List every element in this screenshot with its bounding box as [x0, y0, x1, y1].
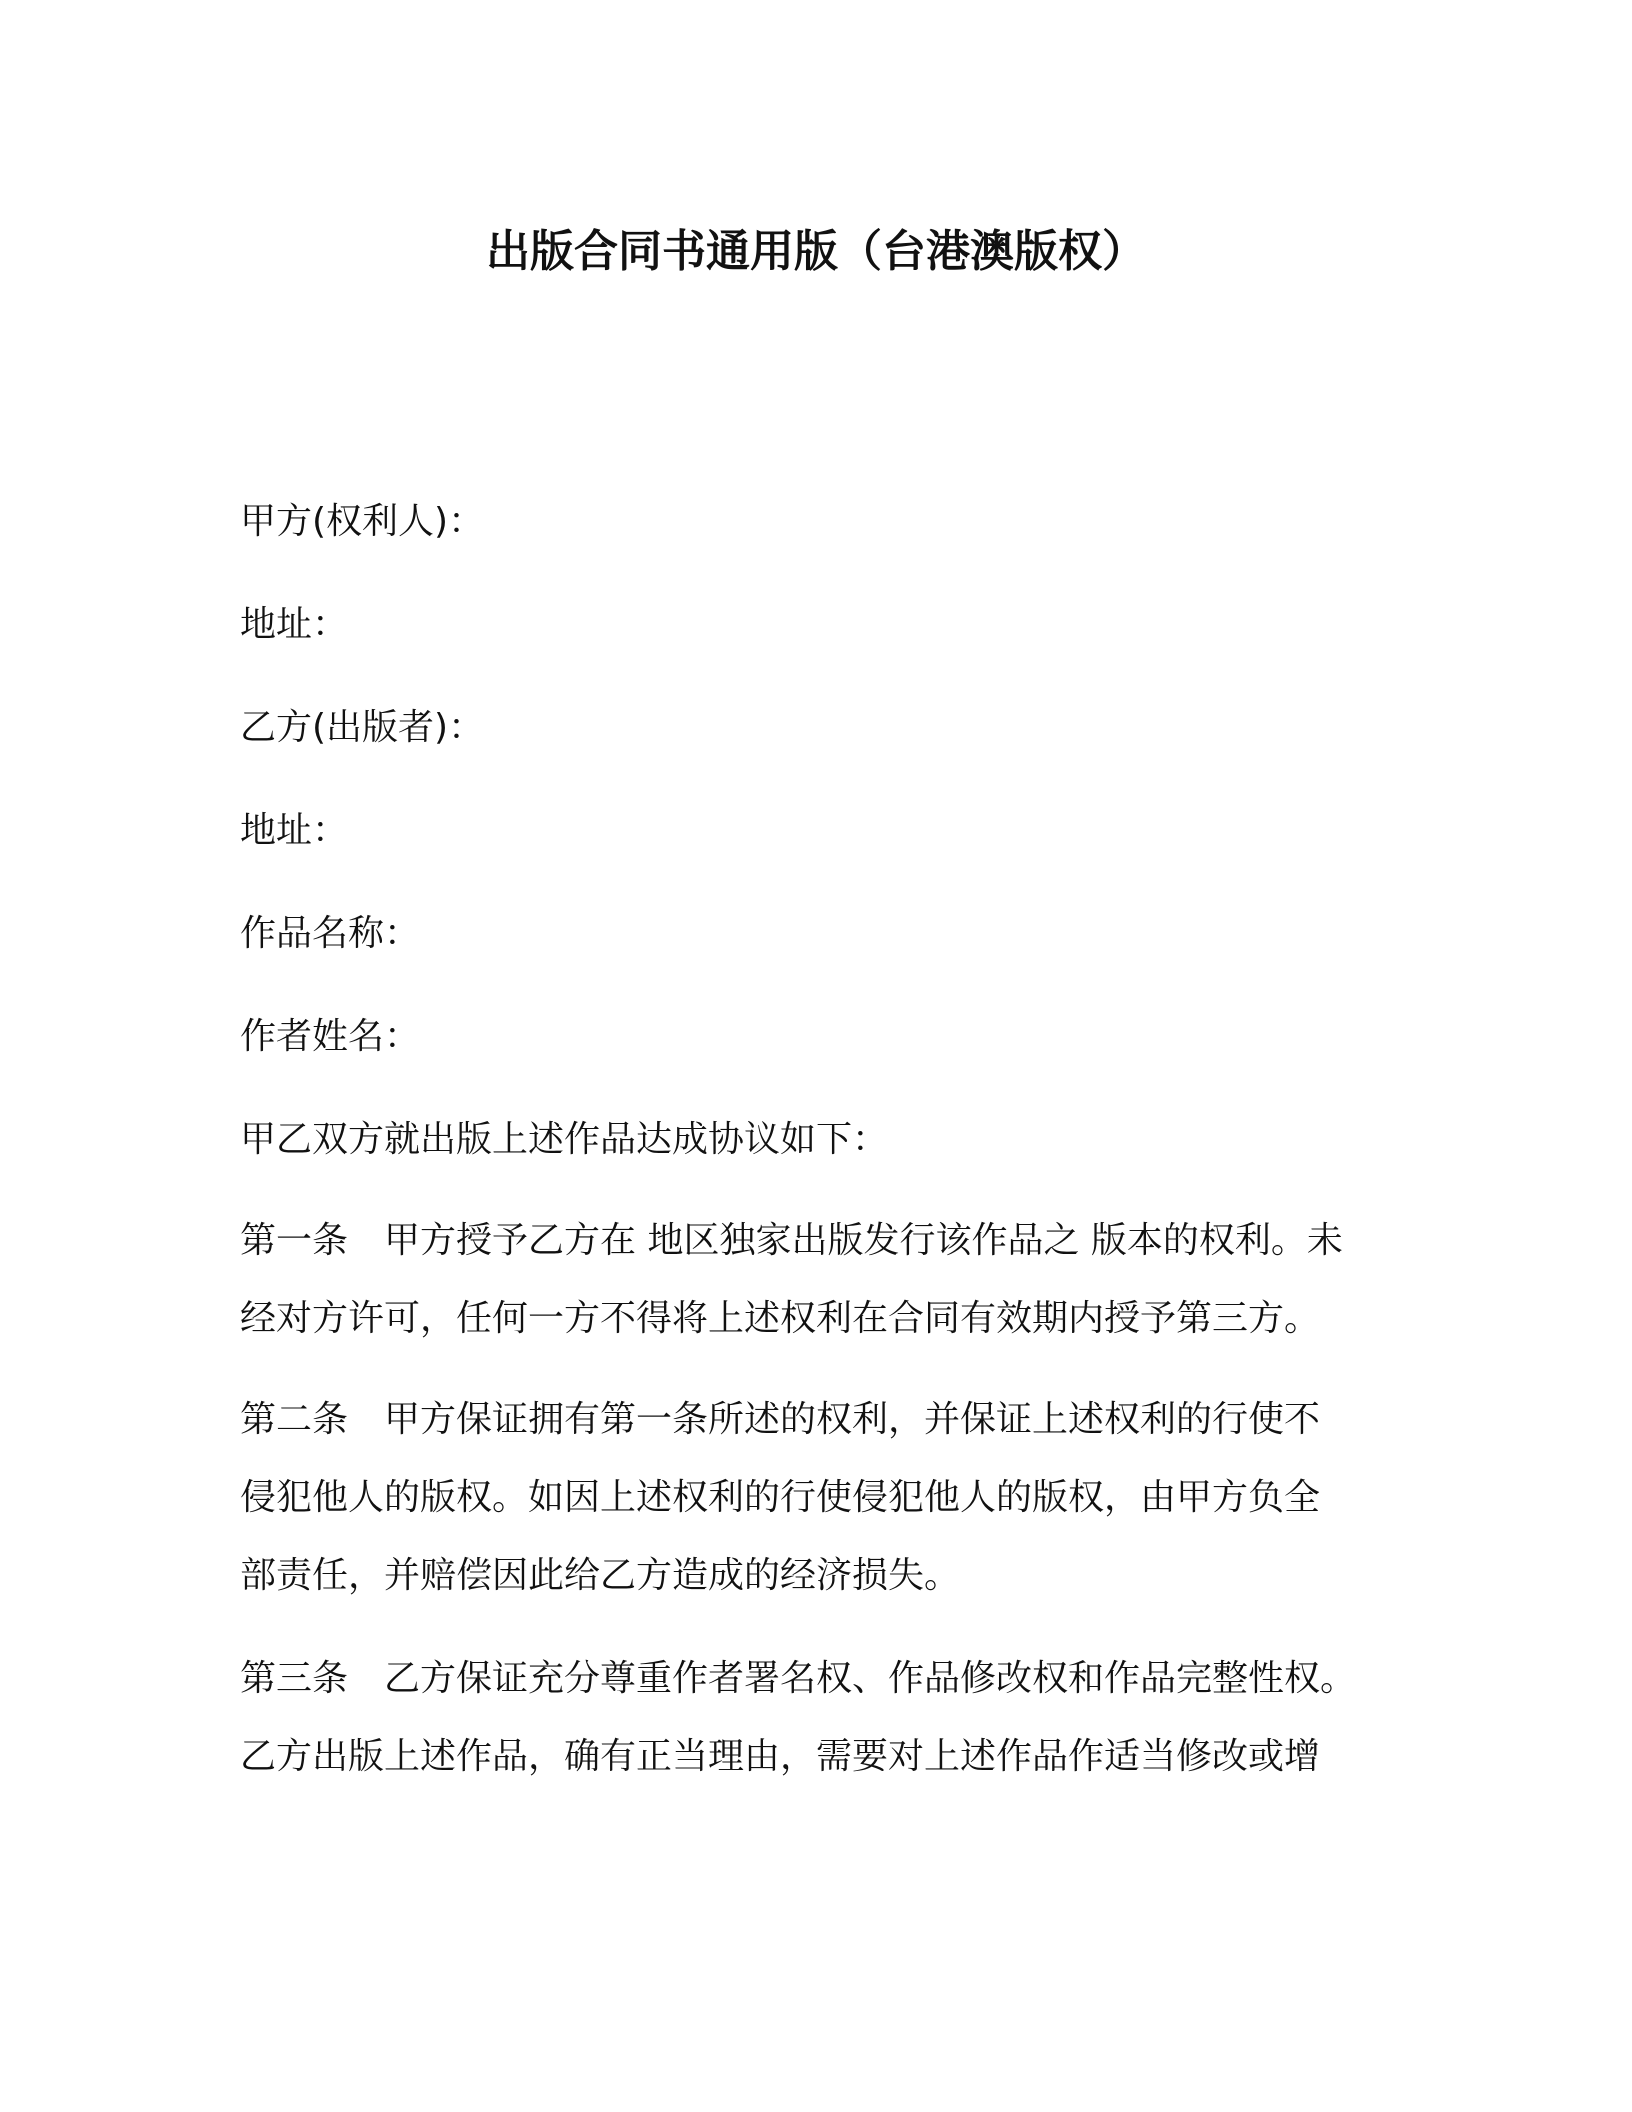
article-2-line: 部责任，并赔偿因此给乙方造成的经济损失。: [240, 1555, 961, 1596]
article-3-line: 第三条 乙方保证充分尊重作者署名权、作品修改权和作品完整性权。: [240, 1658, 1357, 1699]
article-1: [240, 1202, 1390, 1358]
article-1-line: 第一条 甲方授予乙方在 地区独家出版发行该作品之 版本的权利。未: [240, 1220, 1343, 1261]
party-a-field: 甲方(权利人)：: [240, 501, 485, 542]
party-a-address-field: 地址：: [240, 604, 349, 645]
article-2: [240, 1381, 1390, 1615]
article-3: [240, 1640, 1390, 1796]
work-title-field: 作品名称：: [240, 913, 421, 954]
intro-paragraph: 甲乙双方就出版上述作品达成协议如下：: [240, 1119, 889, 1160]
author-name-field: 作者姓名：: [240, 1016, 421, 1057]
article-2-line: 第二条 甲方保证拥有第一条所述的权利，并保证上述权利的行使不: [240, 1399, 1321, 1440]
article-1-line: 经对方许可，任何一方不得将上述权利在合同有效期内授予第三方。: [240, 1298, 1321, 1339]
document-title: 出版合同书通用版（台港澳版权）: [486, 226, 1146, 277]
party-b-address-field: 地址：: [240, 810, 349, 851]
article-2-line: 侵犯他人的版权。如因上述权利的行使侵犯他人的版权，由甲方负全: [240, 1477, 1321, 1518]
article-3-line: 乙方出版上述作品，确有正当理由，需要对上述作品作适当修改或增: [240, 1736, 1321, 1777]
party-b-field: 乙方(出版者)：: [240, 707, 485, 748]
